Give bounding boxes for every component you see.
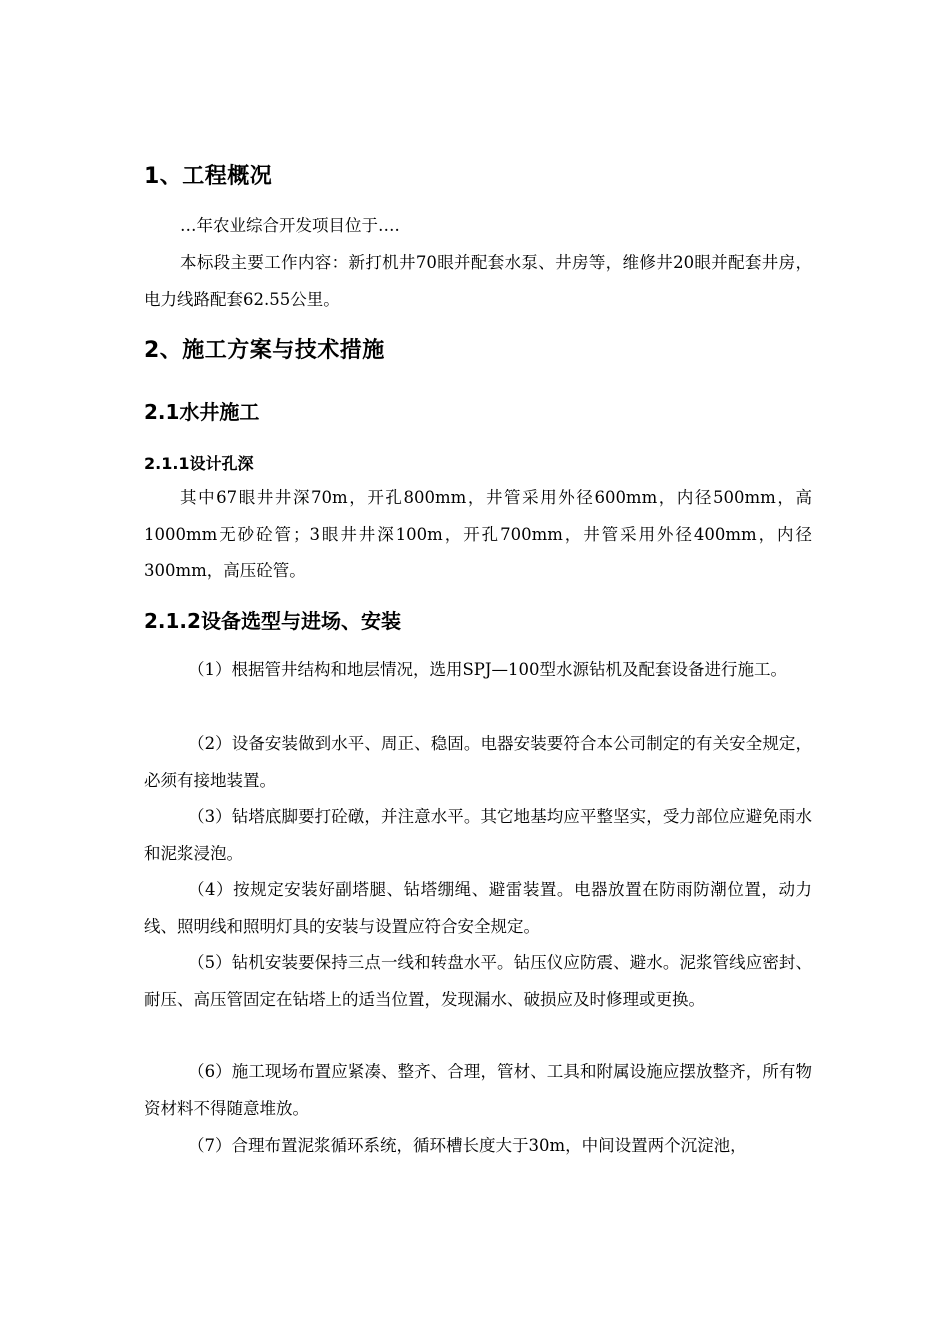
list-item: （5）钻机安装要保持三点一线和转盘水平。钻压仪应防震、避水。泥浆管线应密封、耐压、高压管固定在钻塔上的适当位置，发现漏水、破损应及时修理或更换。 [144, 953, 812, 1009]
heading-equipment: 2.1.2设备选型与进场、安装 [144, 609, 401, 633]
list-item: （4）按规定安装好副塔腿、钻塔绷绳、避雷装置。电器放置在防雨防潮位置，动力线、照明线和照明灯具的安装与设置应符合安全规定。 [144, 880, 812, 936]
list-item: （6）施工现场布置应紧凑、整齐、合理，管材、工具和附属设施应摆放整齐，所有物资材料不得随意堆放。 [144, 1062, 812, 1118]
depth-paragraph: 其中67眼井井深70m，开孔800mm，井管采用外径600mm，内径500mm，高1000mm无砂砼管；3眼井井深100m，开孔700mm，井管采用外径400mm，内径300mm，高压砼管。 [144, 488, 812, 580]
list-item: （7）合理布置泥浆循环系统，循环槽长度大于30m，中间设置两个沉淀池， [188, 1136, 747, 1155]
heading-design-depth: 2.1.1设计孔深 [144, 454, 254, 473]
list-item: （3）钻塔底脚要打砼礅，并注意水平。其它地基均应平整坚实，受力部位应避免雨水和泥浆浸泡。 [144, 807, 812, 863]
overview-paragraph-1: …年农业综合开发项目位于…. [180, 216, 400, 235]
heading-well-construction: 2.1水井施工 [144, 400, 260, 424]
heading-plan: 2、施工方案与技术措施 [144, 338, 385, 363]
overview-paragraph-2: 本标段主要工作内容：新打机井70眼并配套水泵、井房等，维修井20眼并配套井房，电力线路配套62.55公里。 [144, 253, 812, 309]
list-item: （1）根据管井结构和地层情况，选用SPJ—100型水源钻机及配套设备进行施工。 [188, 660, 788, 679]
heading-overview: 1、工程概况 [144, 164, 273, 189]
list-item: （2）设备安装做到水平、周正、稳固。电器安装要符合本公司制定的有关安全规定，必须有接地装置。 [144, 734, 812, 790]
